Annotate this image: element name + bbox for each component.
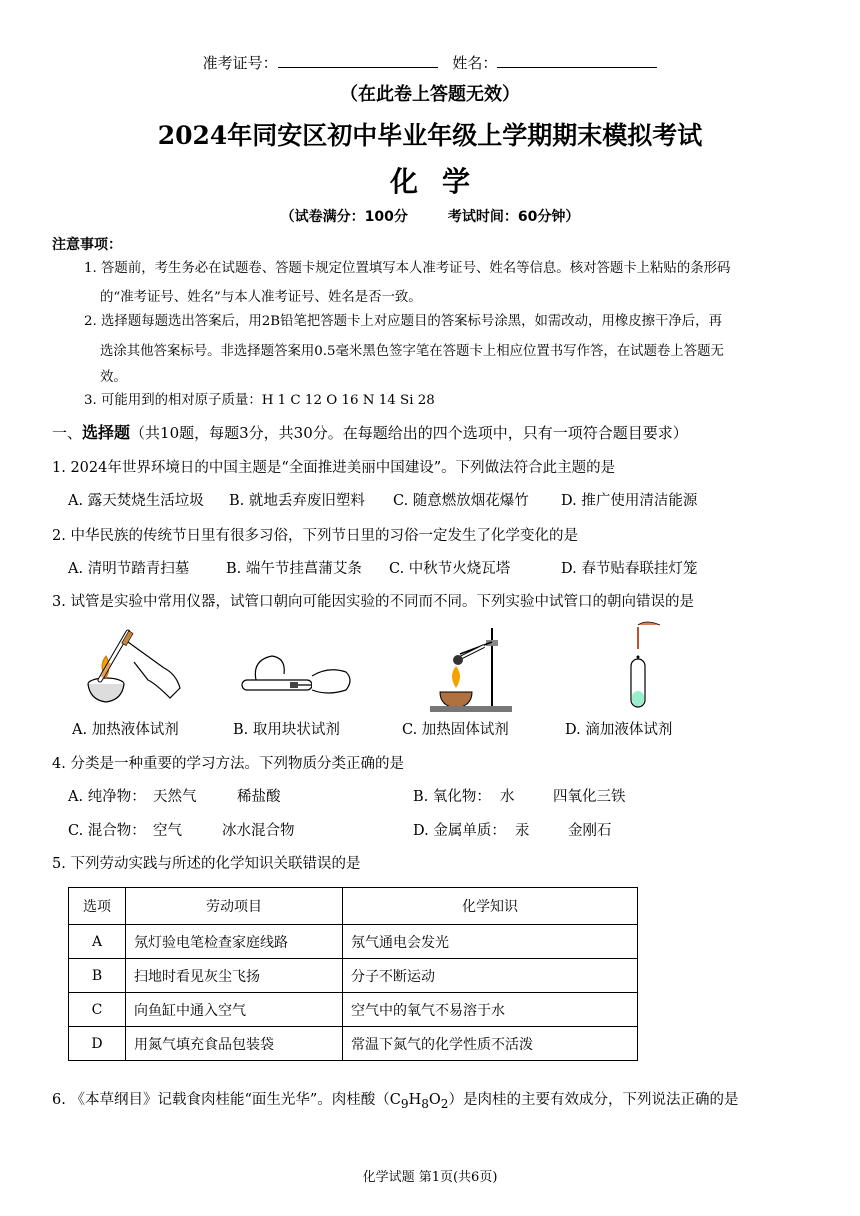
q4-option-b-label: B. 氧化物： <box>413 789 491 805</box>
table-cell: A <box>69 925 126 959</box>
name-label: 姓名： <box>452 54 498 72</box>
page-footer: 化学试题 第1页(共6页) <box>362 1170 498 1185</box>
question-2-stem: 2. 中华民族的传统节日里有很多习俗，下列节日里的习俗一定发生了化学变化的是 <box>52 528 578 544</box>
table-cell: 用氮气填充食品包装袋 <box>126 1027 343 1061</box>
section-desc: （共10题，每题3分，共30分。在每题给出的四个选项中，只有一项符合题目要求） <box>130 424 688 442</box>
table-cell: 氖灯验电笔检查家庭线路 <box>126 925 343 959</box>
q1-option-a: A. 露天焚烧生活垃圾 <box>68 493 204 509</box>
question-5-stem: 5. 下列劳动实践与所述的化学知识关联错误的是 <box>52 856 361 872</box>
q2-option-a: A. 清明节踏青扫墓 <box>68 561 190 577</box>
formula-element: H <box>408 1092 422 1108</box>
exam-title: 2024年同安区初中毕业年级上学期期末模拟考试 <box>157 121 703 150</box>
table-header: 选项 <box>69 888 126 925</box>
table-cell: D <box>69 1027 126 1061</box>
note-line: 的“准考证号、姓名”与本人准考证号、姓名是否一致。 <box>100 290 422 305</box>
table-cell: 扫地时看见灰尘飞扬 <box>126 959 343 993</box>
section-title: 选择题 <box>82 423 131 442</box>
knowledge-table <box>68 887 638 1061</box>
table-cell: 分子不断运动 <box>343 959 638 993</box>
q4-option-b-item: 水 <box>500 789 515 805</box>
q4-option-c-item: 空气 <box>153 823 182 839</box>
exam-id-blank <box>278 53 438 68</box>
table-header: 劳动项目 <box>126 888 343 925</box>
formula-subscript: 2 <box>440 1096 449 1111</box>
q2-option-d: D. 春节贴春联挂灯笼 <box>561 561 698 577</box>
table-row <box>69 925 638 959</box>
q3-option-a: A. 加热液体试剂 <box>72 722 179 738</box>
q1-option-d: D. 推广使用清洁能源 <box>561 493 698 509</box>
candidate-info-row <box>0 52 860 73</box>
table-cell: 常温下氮气的化学性质不活泼 <box>343 1027 638 1061</box>
q2-option-c: C. 中秋节火烧瓦塔 <box>389 561 511 577</box>
exam-meta <box>0 206 860 226</box>
q4-option-d-item: 金刚石 <box>568 823 612 839</box>
q4-option-b-item: 四氧化三铁 <box>553 789 626 805</box>
q4-option-a-label: A. 纯净物： <box>68 789 146 805</box>
question-6-stem <box>52 1088 738 1111</box>
note-line: 选涂其他答案标号。非选择题答案用0.5毫米黑色签字笔在答题卡上相应位置书写作答，在试题卷上答题无 <box>100 344 724 359</box>
note-line: 3. 可能用到的相对原子质量：H 1 C 12 O 16 N 14 Si 28 <box>84 393 435 408</box>
section-prefix: 一、 <box>52 424 83 442</box>
heating-solid-figure <box>420 620 520 715</box>
exam-time: 考试时间：60分钟） <box>447 209 580 225</box>
subject-title: 化学 <box>389 165 494 198</box>
q3-option-d: D. 滴加液体试剂 <box>565 722 673 738</box>
table-header: 化学知识 <box>343 888 638 925</box>
q4-option-d-item: 汞 <box>515 823 530 839</box>
heating-liquid-figure <box>76 622 186 708</box>
q3-option-c: C. 加热固体试剂 <box>402 722 509 738</box>
table-row <box>69 1027 638 1061</box>
q6-stem-pre: 6. 《本草纲目》记载食肉桂能“面生光华”。肉桂酸（C <box>52 1092 401 1108</box>
note-line: 2. 选择题每题选出答案后，用2B铅笔把答题卡上对应题目的答案标号涂黑，如需改动，用橡皮擦干净后，再 <box>84 314 722 329</box>
q4-option-a-item: 天然气 <box>153 789 197 805</box>
table-row <box>69 993 638 1027</box>
q4-option-a-item: 稀盐酸 <box>237 789 281 805</box>
table-header-row <box>69 888 638 925</box>
q2-option-b: B. 端午节挂菖蒲艾条 <box>226 561 362 577</box>
q6-stem-post: ）是肉桂的主要有效成分，下列说法正确的是 <box>448 1092 739 1108</box>
formula-subscript: 9 <box>400 1096 409 1111</box>
q1-option-c: C. 随意燃放烟花爆竹 <box>393 493 529 509</box>
table-cell: 向鱼缸中通入空气 <box>126 993 343 1027</box>
q4-option-d-label: D. 金属单质： <box>413 823 506 839</box>
question-3-stem: 3. 试管是实验中常用仪器，试管口朝向可能因实验的不同而不同。下列实验中试管口的朝向错误的是 <box>52 594 694 610</box>
question-4-stem: 4. 分类是一种重要的学习方法。下列物质分类正确的是 <box>52 756 404 772</box>
section-heading <box>52 420 688 443</box>
name-blank <box>497 53 657 68</box>
q1-option-b: B. 就地丢弃废旧塑料 <box>229 493 365 509</box>
table-cell: B <box>69 959 126 993</box>
q3-option-b: B. 取用块状试剂 <box>233 722 340 738</box>
table-cell: 氖气通电会发光 <box>343 925 638 959</box>
q4-option-c-item: 冰水混合物 <box>222 823 295 839</box>
invalid-answer-notice: （在此卷上答题无效） <box>340 84 520 105</box>
exam-id-label: 准考证号： <box>202 54 278 72</box>
note-line: 1. 答题前，考生务必在试题卷、答题卡规定位置填写本人准考证号、姓名等信息。核对答题卡上粘贴的条形码 <box>84 261 731 276</box>
note-line: 效。 <box>100 370 127 385</box>
table-cell: 空气中的氧气不易溶于水 <box>343 993 638 1027</box>
question-1-stem: 1. 2024年世界环境日的中国主题是“全面推进美丽中国建设”。下列做法符合此主题的是 <box>52 460 616 476</box>
taking-solid-figure <box>238 650 358 700</box>
formula-element: O <box>428 1092 441 1108</box>
q4-option-c-label: C. 混合物： <box>68 823 146 839</box>
dropping-liquid-figure <box>624 615 674 710</box>
table-cell: C <box>69 993 126 1027</box>
table-row <box>69 959 638 993</box>
notes-title: 注意事项： <box>52 237 122 253</box>
formula-subscript: 8 <box>421 1096 429 1111</box>
full-score: （试卷满分：100分 <box>280 209 408 225</box>
